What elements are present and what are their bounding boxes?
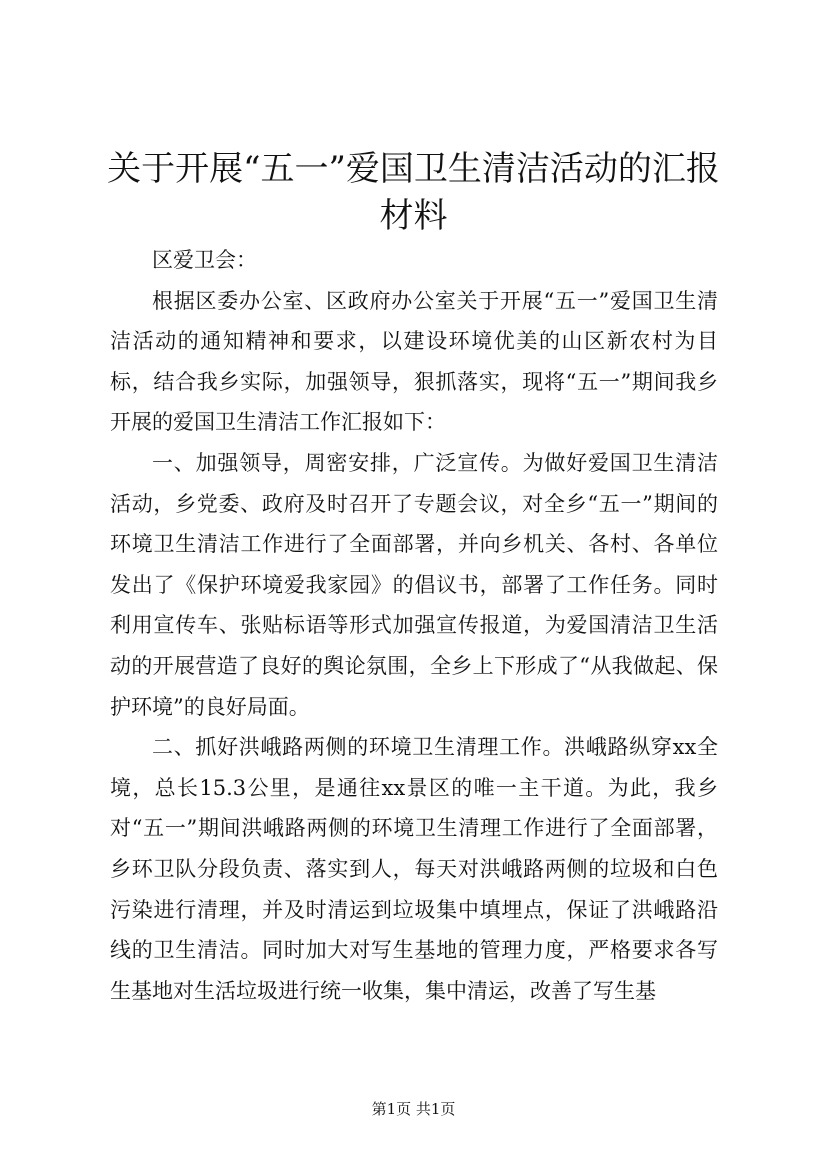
salutation: 区爱卫会： (152, 248, 257, 272)
paragraph-intro: 根据区委办公室、区政府办公室关于开展“五一”爱国卫生清洁活动的通知精神和要求，以建设环境优美的山区新农村为目标，结合我乡实际，加强领导，狠抓落实，现将“五一”期间我乡开展的爱国卫生清洁工作汇报如下： (110, 288, 718, 435)
document-title: 关于开展“五一”爱国卫生清洁活动的汇报材料 (107, 149, 720, 236)
page-footer: 第1页 共1页 (371, 1100, 456, 1118)
document-body (110, 240, 718, 1011)
paragraph-section-1: 一、加强领导，周密安排，广泛宣传。为做好爱国卫生清洁活动，乡党委、政府及时召开了专题会议，对全乡“五一”期间的环境卫生清洁工作进行了全面部署，并向乡机关、各村、各单位发出了《保护环境爱我家园》的倡议书，部署了工作任务。同时利用宣传车、张贴标语等形式加强宣传报道，为爱国清洁卫生活动的开展营造了良好的舆论氛围，全乡上下形成了“从我做起、保护环境”的良好局面。 (110, 450, 718, 719)
paragraph-section-2: 二、抓好洪峨路两侧的环境卫生清理工作。洪峨路纵穿xx全境，总长15.3公里，是通往xx景区的唯一主干道。为此，我乡对“五一”期间洪峨路两侧的环境卫生清理工作进行了全面部署，乡环卫队分段负责、落实到人，每天对洪峨路两侧的垃圾和白色污染进行清理，并及时清运到垃圾集中填埋点，保证了洪峨路沿线的卫生清洁。同时加大对写生基地的管理力度，严格要求各写生基地对生活垃圾进行统一收集，集中清运，改善了写生基 (110, 735, 718, 1003)
